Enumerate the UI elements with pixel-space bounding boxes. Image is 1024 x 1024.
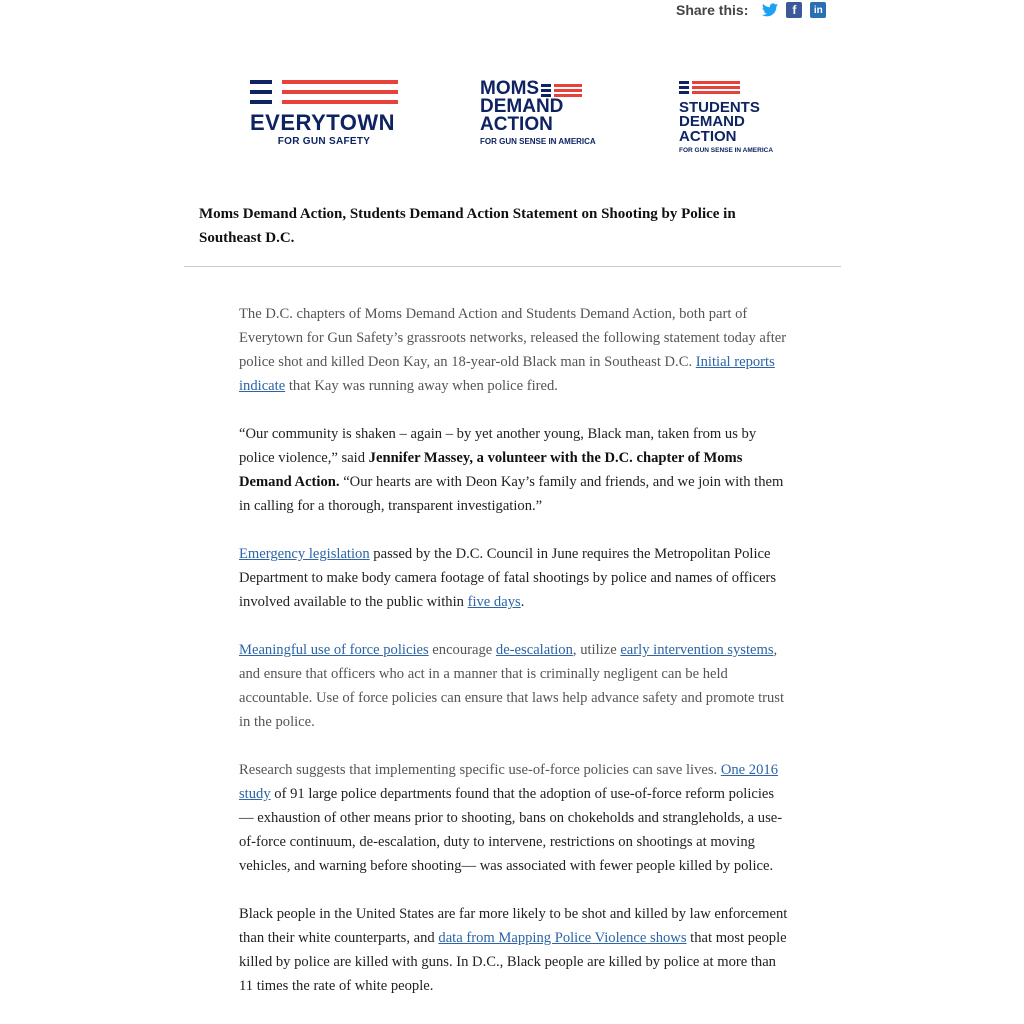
paragraph-intro bbox=[239, 302, 791, 398]
early-intervention-systems-link[interactable]: early intervention systems bbox=[620, 642, 774, 658]
paragraph-research bbox=[239, 758, 791, 878]
students-demand-action-logo[interactable] bbox=[679, 80, 779, 154]
paragraph-legislation bbox=[239, 542, 791, 614]
moms-line-1: MOMS bbox=[480, 78, 540, 99]
paragraph-quote bbox=[239, 422, 791, 518]
article-body bbox=[239, 302, 791, 1022]
students-line-1: STUDENTS bbox=[679, 99, 760, 116]
moms-line-3: ACTION bbox=[480, 114, 553, 136]
paragraph-policies bbox=[239, 638, 791, 734]
everytown-tagline: FOR GUN SAFETY bbox=[277, 136, 371, 147]
facebook-icon[interactable]: f bbox=[786, 2, 802, 18]
use-of-force-policies-link[interactable]: Meaningful use of force policies bbox=[239, 642, 429, 658]
text: “Our community is shaken – again – by yet another young, Black man, taken from us by police violence,” said bbox=[239, 426, 757, 466]
text: passed by the D.C. Council in June requires the Metropolitan Police Department to make body camera footage of fatal shootings by police and names of officers involved available to the public within bbox=[239, 546, 777, 610]
moms-line-2: DEMAND bbox=[480, 96, 564, 118]
twitter-icon[interactable] bbox=[762, 2, 778, 18]
text: “Our hearts are with Deon Kay’s family and friends, and we join with them in calling for a thorough, transparent investigation.” bbox=[239, 474, 784, 514]
students-tagline: FOR GUN SENSE IN AMERICA bbox=[679, 146, 774, 154]
five-days-link[interactable]: five days bbox=[467, 594, 521, 610]
text: that Kay was running away when police fired. bbox=[285, 378, 558, 394]
moms-tagline: FOR GUN SENSE IN AMERICA bbox=[480, 137, 596, 147]
text: that most people killed by police are killed with guns. In D.C., Black people are killed by police at more than 11 times the rate of white people. bbox=[239, 930, 787, 994]
text: , and ensure that officers who act in a manner that is criminally negligent can be held accountable. Use of force policies can ensure that laws help advance safety and promote trust in the police. bbox=[239, 642, 785, 730]
text: encourage bbox=[428, 642, 496, 658]
share-label: Share this: bbox=[676, 2, 749, 18]
mapping-police-violence-link[interactable]: data from Mapping Police Violence shows bbox=[438, 930, 687, 946]
initial-reports-link[interactable]: Initial reports indicate bbox=[239, 354, 775, 394]
emergency-legislation-link[interactable]: Emergency legislation bbox=[239, 546, 370, 562]
text: The D.C. chapters of Moms Demand Action and Students Demand Action, both part of Everytown for Gun Safety’s grassroots networks, released the following statement today after police shot and killed Deon Kay, an 18-year-old Black man in Southeast D.C. bbox=[239, 306, 787, 370]
students-line-2: DEMAND bbox=[679, 113, 745, 131]
text: of 91 large police departments found that the adoption of use-of-force reform policies — exhaustion of other means prior to shooting, bans on chokeholds and strangleholds, a use-of-force continuum, de-escalation, duty to intervene, restrictions on shootings at moving vehicles, and warning before shooting— was associated with fewer people killed by police. bbox=[239, 786, 783, 874]
divider bbox=[184, 266, 841, 267]
2016-study-link[interactable]: One 2016 study bbox=[239, 762, 778, 802]
partner-logos bbox=[0, 78, 1024, 158]
flag-stripes bbox=[250, 78, 398, 106]
de-escalation-link[interactable]: de-escalation bbox=[495, 642, 573, 658]
text: Research suggests that implementing specific use-of-force policies can save lives. bbox=[239, 762, 721, 778]
everytown-logo[interactable] bbox=[250, 78, 398, 147]
flag-stripes bbox=[679, 80, 739, 94]
paragraph-data bbox=[239, 902, 791, 998]
linkedin-icon[interactable]: in bbox=[810, 2, 826, 18]
students-line-3: ACTION bbox=[679, 127, 737, 145]
speaker-attribution: Jennifer Massey, a volunteer with the D.C. chapter of Moms Demand Action. bbox=[239, 450, 743, 490]
share-bar bbox=[676, 2, 834, 18]
everytown-wordmark: EVERYTOWN bbox=[250, 110, 396, 135]
text: . bbox=[520, 594, 525, 610]
flag-stripes bbox=[541, 82, 581, 96]
article-headline: Moms Demand Action, Students Demand Action Statement on Shooting by Police in Southeast D.C. bbox=[199, 206, 736, 246]
moms-demand-action-logo[interactable] bbox=[480, 80, 600, 146]
text: , utilize bbox=[572, 642, 621, 658]
text: Black people in the United States are far more likely to be shot and killed by law enforcement than their white counterparts, and bbox=[239, 906, 788, 946]
